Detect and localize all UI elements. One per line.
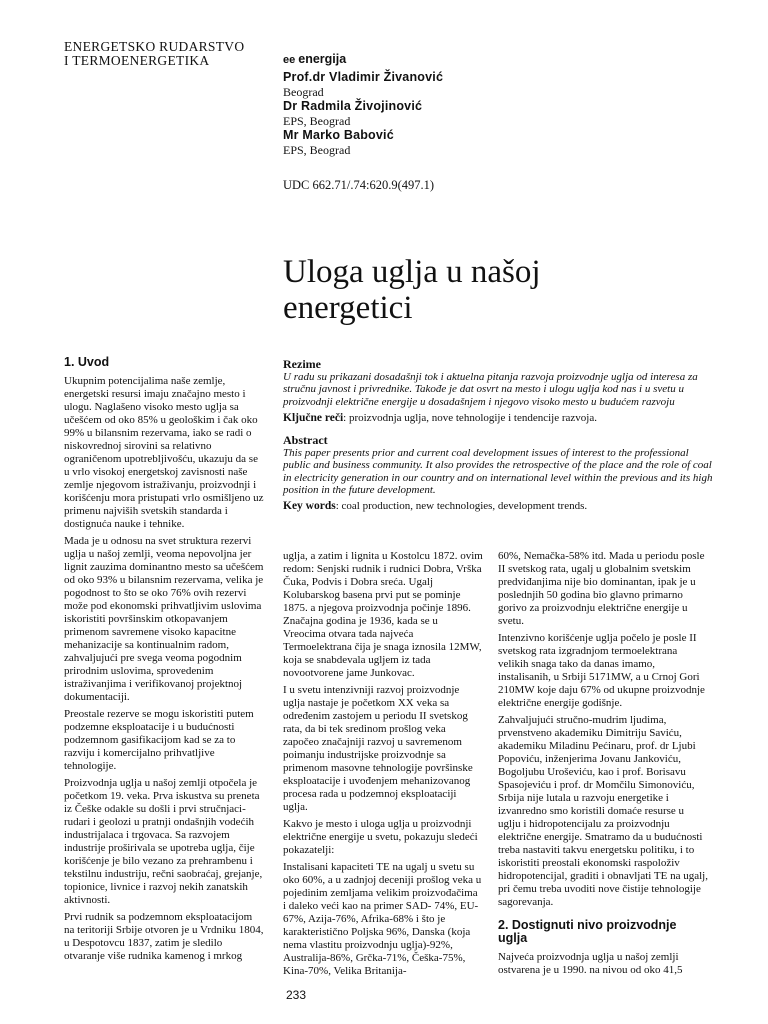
page-number: 233 [286, 988, 307, 1002]
author-name: Dr Radmila Živojinović [283, 99, 423, 113]
paragraph: Intenzivno korišćenje uglja počelo je posle II svetskog rata izgradnjom termoelektrana velikih snaga tako da danas imamo, instalisanih, u Srbiji 5171MW, a u Crnoj Gori 210MW koje daju 67% od ukupne proizvodnje električne energije godišnje. [498, 632, 705, 709]
energija-logo [283, 52, 346, 66]
journal-name-line2: I TERMOENERGETIKA [64, 53, 210, 68]
author-list [283, 70, 443, 157]
paragraph: Kakvo je mesto i uloga uglja u proizvodnji električne energije u svetu, pokazuju sledeći pokazatelji: [283, 818, 478, 856]
logo-text: energija [298, 52, 347, 66]
author-name: Prof.dr Vladimir Živanović [283, 70, 444, 84]
keywords-label: Ključne reči [283, 411, 344, 424]
column-2 [283, 550, 483, 982]
abstract-text: This paper presents prior and current coal development issues of interest to the professional public and business community. It also provides the retrospective of the place and the role of coal in electricity generation in our country and on international level within the previous and its high position in the future development. [283, 447, 713, 496]
udc-code: UDC 662.71/.74:620.9(497.1) [283, 178, 435, 192]
section-heading-production: 2. Dostignuti nivo proizvodnje uglja [498, 918, 677, 945]
paragraph: Proizvodnja uglja u našoj zemlji otpočela je početkom 19. veka. Prva iskustva su preneta iz Češke odakle su došli i prvi stručnjaci-rudari i geolozi u pratnji ondašnjih vodećih industrijalaca i trgovaca. Sa razvojem industrije proširivala se upotreba uglja, čije korišćenje je bilo vezano za prehrambenu i tekstilnu industriju, rečni saobraćaj, grejanje, topionice, livnice i razvoj nekih zanatskih aktivnosti. [64, 777, 263, 906]
abstract-heading: Abstract [283, 433, 328, 448]
paper-title [283, 254, 723, 326]
rezime-text: U radu su prikazani dosadašnji tok i aktuelna pitanja razvoja proizvodnje uglja od interesa za stručnu javnost i privrednike. Takođe je dat osvrt na mesto i ulogu uglja kod nas i u svetu u proizvodnji električne energije u dosadašnjem i njegovo visoko mesto u budućem razvoju [283, 371, 698, 408]
paragraph: Instalisani kapaciteti TE na ugalj u svetu su oko 60%, a u zadnjoj deceniji prošlog veka u pojedinim zemljama velikim proizvođačima i daleko veći kao na primer SAD- 74%, EU-67%, Azija-76%, Afrika-68% i što je karakteristično Poljska 96%, Danska (koja nema vlastitu proizvodnju uglja)-92%, Australija-86%, Grčka-71%, Češka-75%, Kina-70%, Velika Britanija- [283, 861, 482, 977]
paragraph: Najveća proizvodnja uglja u našoj zemlji ostvarena je u 1990. na nivou od oko 41,5 [498, 951, 683, 976]
paragraph: Prvi rudnik sa podzemnom eksploatacijom na teritoriji Srbije otvoren je u Vrdniku 1804, u Despotovcu 1837, zatim je sledilo otvaranje više rudnika kamenog i mrkog [64, 911, 264, 962]
journal-name [64, 40, 244, 68]
abstract-block [283, 358, 713, 522]
author-affiliation: Beograd [283, 84, 324, 99]
paragraph: I u svetu intenzivniji razvoj proizvodnje uglja nastaje je početkom XX veka sa određenim zastojem u periodu II svetskog rata, da bi tek sredinom prošlog veka započeo značajniji razvoj u savremenom poimanju industrijske proizvodnje sa primenom masovne tehnologije površinske eksploatacije i uvođenjem mehanizovanog procesa rada u podzemnoj eksploataciji uglja. [283, 684, 473, 813]
paragraph: Preostale rezerve se mogu iskoristiti putem podzemne eksploatacije i u budućnosti podzemnom gasifikacijom kad se za to razviju i komercijalno prihvatljive tehnologije. [64, 708, 254, 772]
column-1 [64, 356, 264, 967]
author-affiliation: EPS, Beograd [283, 113, 351, 128]
paragraph: uglja, a zatim i lignita u Kostolcu 1872. ovim redom: Senjski rudnik i rudnici Dobra, Vrška Čuka, Podvis i Dobra sreća. Ugalj Kolubarskog basena prvi put se pominje 1875. a njegova proizvodnja počinje 1896. Značajna godina je 1936, kada se u Vreocima otvara tada najveća Termoelektrana čija je snaga iznosila 12MW, koja se snabdevala ugljem iz tada novootvorene jame Junkovac. [283, 550, 483, 679]
paragraph: Ukupnim potencijalima naše zemlje, energetski resursi imaju značajno mesto i ulogu. Naglašeno visoko mesto uglja sa učešćem od oko 85% u geološkim i čak oko 99% u bilansnim rezervama, iako se radi o niskovrednoj sirovini sa relativno ograničenom upotrebljivošću, ukazuju da se u vrlo visokoj energetskoj zavisnosti naše zemlje njegovom istraživanju, proizvodnji i korišćenju mora pristupati vrlo osmišljeno uz primenu najviših svetskih standarda i dostignuća nauke i tehnike. [64, 375, 264, 530]
paragraph: Mada je u odnosu na svet struktura rezervi uglja u našoj zemlji, veoma nepovoljna jer lignit zauzima dominantno mesto sa učešćem od oko 93% u bilansnim rezervama, velika je pogodnost to što se oko 76% ovih rezervi može pod ekonomski prihvatljivim uslovima iskoristiti površinskim otkopavanjem primenom savremene visoko kapacitne mehanizacije sa kontinualnim radom, zahvaljujući pre svega veoma pogodnim prirodnim uslovima, sprovedenim istraživanjima i verifikovanoj projektnoj dokumentaciji. [64, 535, 264, 703]
paper-title-line2: energetici [283, 290, 413, 326]
author-name: Mr Marko Babović [283, 128, 394, 142]
abstract-keywords [283, 500, 713, 512]
journal-name-line1: ENERGETSKO RUDARSTVO [64, 39, 245, 54]
paragraph: Zahvaljujući stručno-mudrim ljudima, prvenstveno akademiku Dimitriju Saviću, akademiku Miladinu Pećinaru, prof. dr Ljubi Popoviću, inženjerima Jovanu Jankoviću, Bogoljubu Uroševiću, kao i prof. Borisavu Spasojeviću i prof. dr Momčilu Simonoviću, Srbija nije lutala u razvoju energetike i izvanredno smo koristili domaće resurse u uglju i hidropotencijalu za proizvodnju električne energije. Smatramo da u budućnosti treba nastaviti takvu energetsku politiku, i to iskoristiti preostali ekonomski raspoloživ hidropotencijal, graditi i obnavljati TE na ugalj, pri čemu treba uvoditi nove čistije tehnologije sagorevanja. [498, 714, 708, 908]
rezime-keywords [283, 412, 713, 424]
keywords-text: : proizvodnja uglja, nove tehnologije i tendencije razvoja. [343, 411, 597, 424]
keywords-text: : coal production, new technologies, development trends. [335, 500, 588, 513]
section-heading-intro: 1. Uvod [64, 355, 110, 369]
paragraph: 60%, Nemačka-58% itd. Mada u periodu posle II svetskog rata, ugalj u globalnim svetskim predviđanjima nije bio dominantan, ipak je u poslednjih 50 godina bio glavno primarno gorivo za proizvodnju električne energije u svetu. [498, 550, 705, 627]
paper-title-line1: Uloga uglja u našoj [283, 254, 541, 290]
keywords-label: Key words [283, 500, 336, 513]
author-affiliation: EPS, Beograd [283, 142, 351, 157]
column-3 [498, 550, 708, 981]
rezime-heading: Rezime [283, 357, 321, 371]
energija-logo-icon: ee [283, 54, 296, 66]
